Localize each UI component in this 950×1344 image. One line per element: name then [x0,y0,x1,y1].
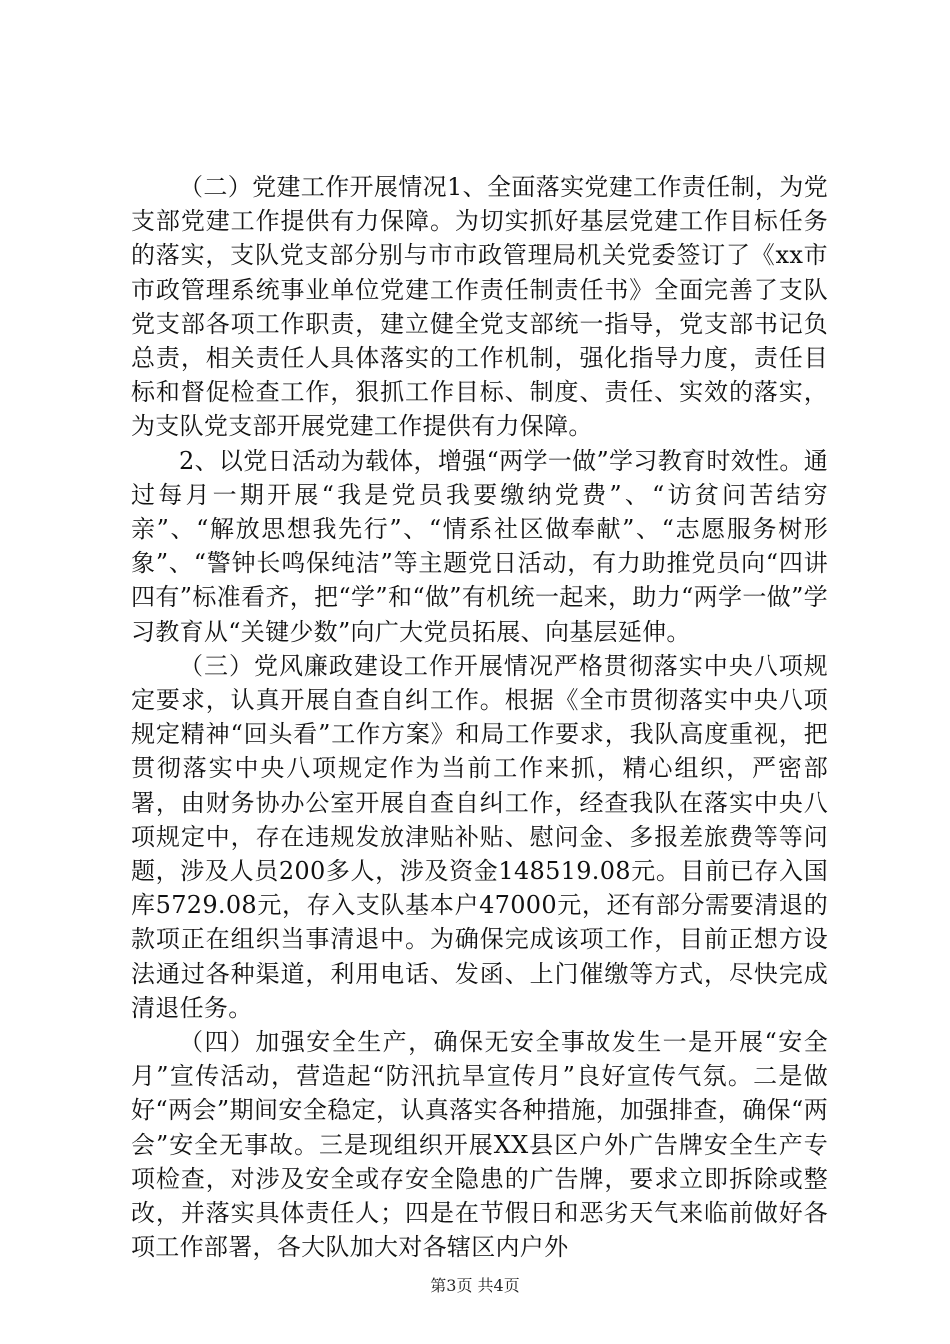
paragraph-clean-governance: （三）党风廉政建设工作开展情况严格贯彻落实中央八项规定要求，认真开展自查自纠工作。根据《全市贯彻落实中央八项规定精神“回头看”工作方案》和局工作要求，我队高度重视，把贯彻落实中央八项规定作为当前工作来抓，精心组织，严密部署，由财务协办公室开展自查自纠工作，经查我队在落实中央八项规定中，存在违规发放津贴补贴、慰问金、多报差旅费等等问题，涉及人员200多人，涉及资金148519.08元。目前已存入国库5729.08元，存入支队基本户47000元，还有部分需要清退的款项正在组织当事清退中。为确保完成该项工作，目前正想方设法通过各种渠道，利用电话、发函、上门催缴等方式，尽快完成清退任务。 [131,651,828,1022]
paragraph-safety-production: （四）加强安全生产，确保无安全事故发生一是开展“安全月”宣传活动，营造起“防汛抗旱宣传月”良好宣传气氛。二是做好“两会”期间安全稳定，认真落实各种措施，加强排查，确保“两会”安全无事故。三是现组织开展XX县区户外广告牌安全生产专项检查，对涉及安全或存安全隐患的广告牌，要求立即拆除或整改，并落实具体责任人；四是在节假日和恶劣天气来临前做好各项工作部署，各大队加大对各辖区内户外 [131,1028,828,1262]
document-body [131,170,828,1265]
paragraph-party-building: （二）党建工作开展情况1、全面落实党建工作责任制，为党支部党建工作提供有力保障。为切实抓好基层党建工作目标任务的落实，支队党支部分别与市市政管理局机关党委签订了《xx市市政管理系统事业单位党建工作责任制责任书》全面完善了支队党支部各项工作职责，建立健全党支部统一指导，党支部书记负总责，相关责任人具体落实的工作机制，强化指导力度，责任目标和督促检查工作，狠抓工作目标、制度、责任、实效的落实，为支队党支部开展党建工作提供有力保障。 [131,173,828,441]
paragraph-party-day-activities: 2、以党日活动为载体，增强“两学一做”学习教育时效性。通过每月一期开展“我是党员我要缴纳党费”、“访贫问苦结穷亲”、“解放思想我先行”、“情系社区做奉献”、“志愿服务树形象”、“警钟长鸣保纯洁”等主题党日活动，有力助推党员向“四讲四有”标准看齐，把“学”和“做”有机统一起来，助力“两学一做”学习教育从“关键少数”向广大党员拓展、向基层延伸。 [131,446,828,646]
page-number-footer: 第3页 共4页 [430,1276,520,1295]
